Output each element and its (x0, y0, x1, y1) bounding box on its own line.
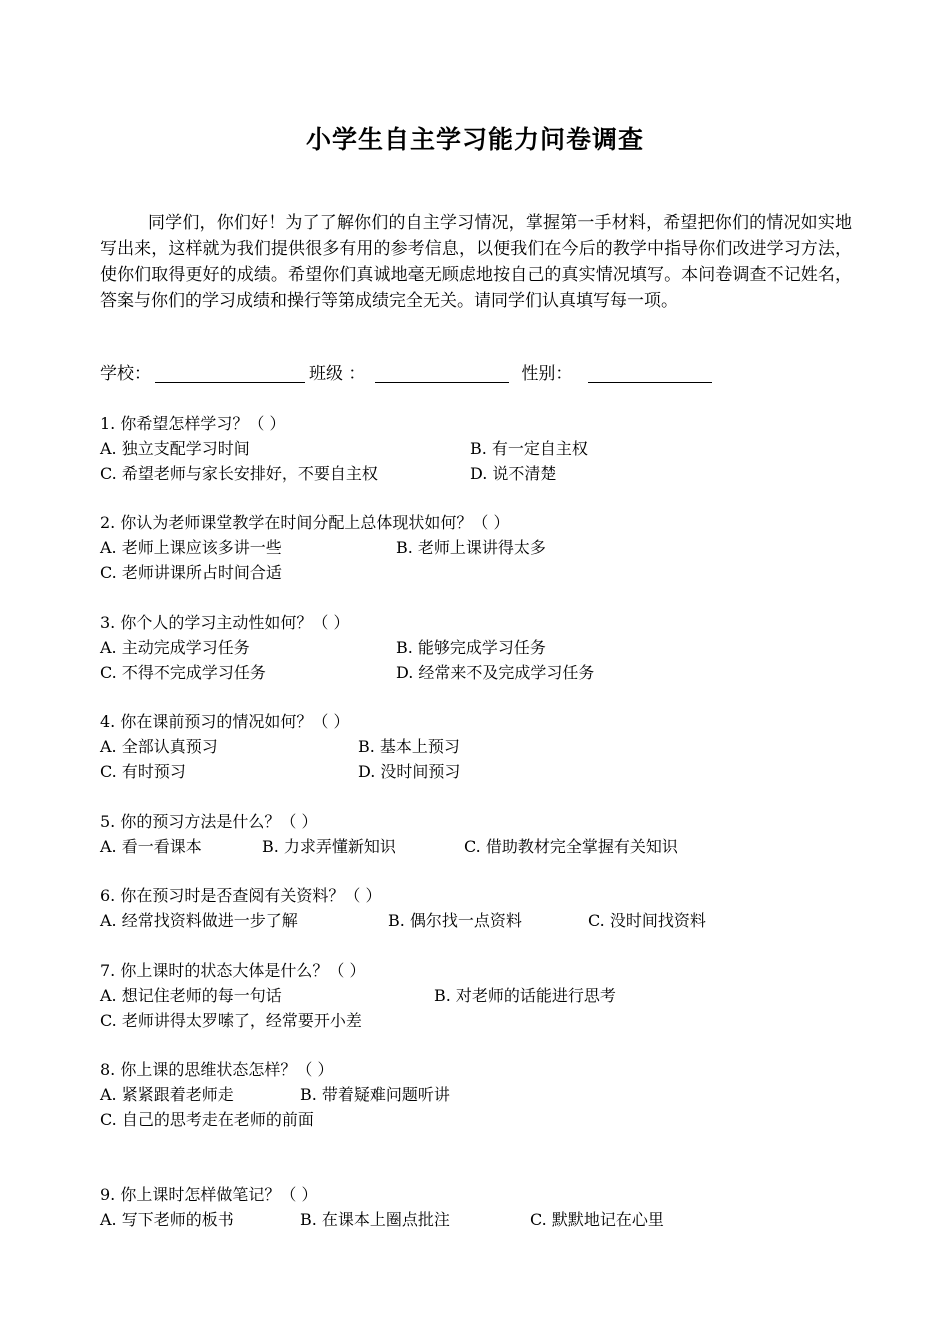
option[interactable]: A. 写下老师的板书 (100, 1210, 234, 1229)
info-row (100, 361, 716, 387)
school-blank[interactable] (155, 364, 305, 383)
option[interactable]: B. 力求弄懂新知识 (262, 837, 396, 856)
question-8: 8. 你上课的思维状态怎样？（ ） (100, 1060, 334, 1079)
option[interactable]: D. 说不清楚 (470, 464, 557, 483)
gender-blank[interactable] (588, 364, 712, 383)
option[interactable]: B. 基本上预习 (358, 737, 460, 756)
option[interactable]: C. 老师讲得太罗嗦了，经常要开小差 (100, 1011, 362, 1030)
option[interactable]: A. 紧紧跟着老师走 (100, 1085, 234, 1104)
question-4: 4. 你在课前预习的情况如何？（ ） (100, 712, 350, 731)
option[interactable]: A. 想记住老师的每一句话 (100, 986, 282, 1005)
option[interactable]: C. 没时间找资料 (588, 911, 706, 930)
option[interactable]: B. 老师上课讲得太多 (396, 538, 546, 557)
question-6: 6. 你在预习时是否查阅有关资料？（ ） (100, 886, 382, 905)
option[interactable]: B. 带着疑难问题听讲 (300, 1085, 450, 1104)
option[interactable]: C. 默默地记在心里 (530, 1210, 664, 1229)
option[interactable]: A. 经常找资料做进一步了解 (100, 911, 298, 930)
option[interactable]: C. 老师讲课所占时间合适 (100, 563, 282, 582)
option[interactable]: B. 在课本上圈点批注 (300, 1210, 450, 1229)
class-label: 班级 ： (309, 364, 366, 384)
class-blank[interactable] (375, 364, 509, 383)
option[interactable]: C. 有时预习 (100, 762, 186, 781)
option[interactable]: A. 全部认真预习 (100, 737, 218, 756)
option[interactable]: A. 主动完成学习任务 (100, 638, 250, 657)
question-2: 2. 你认为老师课堂教学在时间分配上总体现状如何？（ ） (100, 513, 510, 532)
option[interactable]: C. 借助教材完全掌握有关知识 (464, 837, 678, 856)
option[interactable]: B. 偶尔找一点资料 (388, 911, 522, 930)
option[interactable]: C. 自己的思考走在老师的前面 (100, 1110, 314, 1129)
question-5: 5. 你的预习方法是什么？（ ） (100, 812, 318, 831)
gender-label: 性别： (521, 364, 573, 384)
intro-paragraph: 同学们，你们好！为了了解你们的自主学习情况，掌握第一手材料，希望把你们的情况如实地写出来，这样就为我们提供很多有用的参考信息，以便我们在今后的教学中指导你们改进学习方法，使你们取得更好的成绩。希望你们真诚地毫无顾虑地按自己的真实情况填写。本问卷调查不记姓名，答案与你们的学习成绩和操行等第成绩完全无关。请同学们认真填写每一项。 (100, 213, 852, 311)
option[interactable]: C. 不得不完成学习任务 (100, 663, 266, 682)
question-7: 7. 你上课时的状态大体是什么？（ ） (100, 961, 366, 980)
school-label: 学校： (100, 364, 151, 384)
question-9: 9. 你上课时怎样做笔记？（ ） (100, 1185, 318, 1204)
option[interactable]: D. 经常来不及完成学习任务 (396, 663, 595, 682)
option[interactable]: B. 有一定自主权 (470, 439, 588, 458)
option[interactable]: D. 没时间预习 (358, 762, 461, 781)
option[interactable]: C. 希望老师与家长安排好，不要自主权 (100, 464, 378, 483)
option[interactable]: A. 老师上课应该多讲一些 (100, 538, 282, 557)
option[interactable]: A. 看一看课本 (100, 837, 202, 856)
option[interactable]: B. 能够完成学习任务 (396, 638, 546, 657)
option[interactable]: A. 独立支配学习时间 (100, 439, 250, 458)
question-1: 1. 你希望怎样学习？（ ） (100, 414, 286, 433)
page-title: 小学生自主学习能力问卷调查 (305, 125, 644, 154)
question-3: 3. 你个人的学习主动性如何？（ ） (100, 613, 350, 632)
option[interactable]: B. 对老师的话能进行思考 (434, 986, 616, 1005)
